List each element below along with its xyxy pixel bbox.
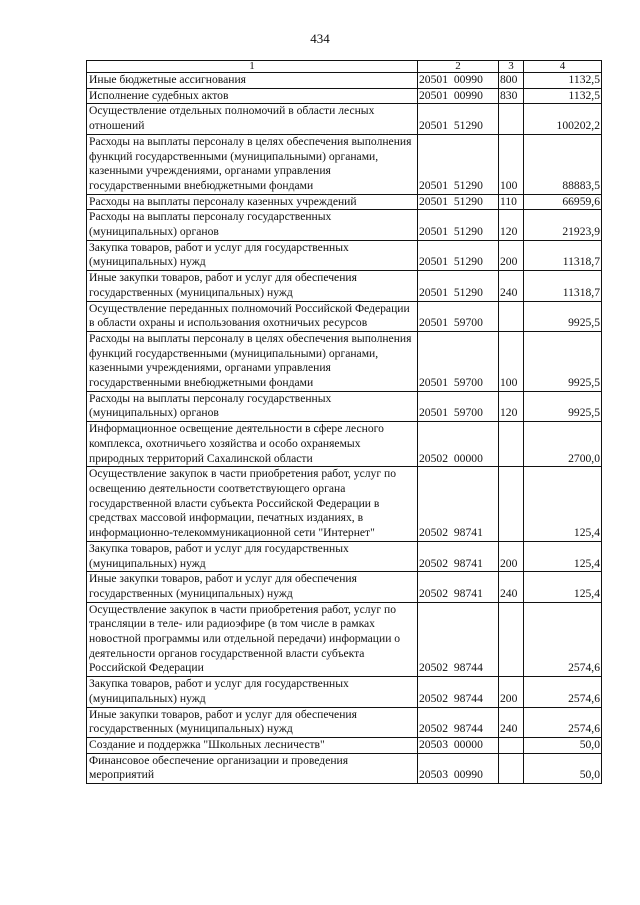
row-name-cell: Иные закупки товаров, работ и услуг для обеспечения государственных (муниципальных) нужд	[87, 271, 418, 301]
row-name-cell: Расходы на выплаты персоналу в целях обеспечения выполнения функций государственными (муниципальными) органами, казенными учреждениями, органами управления государственными внебюджетными фондами	[87, 331, 418, 391]
column-header-1: 1	[87, 61, 418, 73]
page-number: 434	[310, 31, 330, 46]
row-code-cell: 20501 59700	[418, 301, 499, 331]
row-code-cell: 20501 51290	[418, 240, 499, 270]
table-header-row	[87, 61, 602, 73]
row-name-cell: Осуществление отдельных полномочий в области лесных отношений	[87, 104, 418, 134]
row-name-cell: Иные закупки товаров, работ и услуг для обеспечения государственных (муниципальных) нужд	[87, 572, 418, 602]
row-vr-cell: 240	[499, 271, 524, 301]
row-amount-cell: 9925,5	[524, 301, 602, 331]
row-vr-cell	[499, 301, 524, 331]
table-row	[87, 240, 602, 270]
row-code-cell: 20502 98744	[418, 602, 499, 677]
row-vr-cell: 110	[499, 194, 524, 210]
table-row	[87, 331, 602, 391]
table-row	[87, 210, 602, 240]
row-code-cell: 20502 98744	[418, 707, 499, 737]
row-vr-cell: 830	[499, 88, 524, 104]
row-amount-cell: 125,4	[524, 572, 602, 602]
row-code-cell: 20502 00000	[418, 422, 499, 467]
row-vr-cell: 800	[499, 73, 524, 89]
table-row	[87, 391, 602, 421]
row-vr-cell: 120	[499, 210, 524, 240]
row-vr-cell: 120	[499, 391, 524, 421]
row-code-cell: 20501 51290	[418, 104, 499, 134]
row-name-cell: Иные бюджетные ассигнования	[87, 73, 418, 89]
column-header-3: 3	[499, 61, 524, 73]
table-row	[87, 271, 602, 301]
row-code-cell: 20503 00000	[418, 737, 499, 753]
row-name-cell: Осуществление переданных полномочий Российской Федерации в области охраны и использования охотничьих ресурсов	[87, 301, 418, 331]
row-amount-cell: 66959,6	[524, 194, 602, 210]
table-row	[87, 422, 602, 467]
table-row	[87, 104, 602, 134]
row-vr-cell: 240	[499, 572, 524, 602]
row-amount-cell: 11318,7	[524, 240, 602, 270]
row-name-cell: Расходы на выплаты персоналу в целях обеспечения выполнения функций государственными (муниципальными) органами, казенными учреждениями, органами управления государственными внебюджетными фондами	[87, 134, 418, 194]
row-name-cell: Закупка товаров, работ и услуг для государственных (муниципальных) нужд	[87, 240, 418, 270]
row-vr-cell	[499, 753, 524, 783]
table-row	[87, 737, 602, 753]
row-code-cell: 20501 59700	[418, 391, 499, 421]
table-row	[87, 88, 602, 104]
table-row	[87, 572, 602, 602]
table-row	[87, 602, 602, 677]
row-vr-cell	[499, 422, 524, 467]
row-amount-cell: 9925,5	[524, 331, 602, 391]
row-code-cell: 20503 00990	[418, 753, 499, 783]
row-code-cell: 20501 51290	[418, 194, 499, 210]
row-amount-cell: 2574,6	[524, 677, 602, 707]
row-code-cell: 20502 98741	[418, 572, 499, 602]
row-amount-cell: 2700,0	[524, 422, 602, 467]
row-name-cell: Расходы на выплаты персоналу казенных учреждений	[87, 194, 418, 210]
row-name-cell: Создание и поддержка "Школьных лесничеств"	[87, 737, 418, 753]
row-amount-cell: 88883,5	[524, 134, 602, 194]
table-row	[87, 707, 602, 737]
row-code-cell: 20501 59700	[418, 331, 499, 391]
row-code-cell: 20502 98741	[418, 467, 499, 542]
row-vr-cell: 200	[499, 541, 524, 571]
row-code-cell: 20501 00990	[418, 73, 499, 89]
row-name-cell: Иные закупки товаров, работ и услуг для обеспечения государственных (муниципальных) нужд	[87, 707, 418, 737]
budget-table	[86, 60, 602, 784]
row-code-cell: 20502 98744	[418, 677, 499, 707]
row-code-cell: 20501 00990	[418, 88, 499, 104]
row-amount-cell: 50,0	[524, 737, 602, 753]
row-vr-cell	[499, 737, 524, 753]
row-amount-cell: 50,0	[524, 753, 602, 783]
table-row	[87, 541, 602, 571]
row-name-cell: Осуществление закупок в части приобретения работ, услуг по трансляции в теле- или радиоэфире (в том числе в рамках новостной программы или отдельной передачи) информации о деятельности органов государственной власти субъекта Российской Федерации	[87, 602, 418, 677]
row-code-cell: 20501 51290	[418, 134, 499, 194]
row-amount-cell: 125,4	[524, 541, 602, 571]
column-header-4: 4	[524, 61, 602, 73]
row-vr-cell: 100	[499, 331, 524, 391]
row-vr-cell: 100	[499, 134, 524, 194]
table-row	[87, 677, 602, 707]
row-amount-cell: 100202,2	[524, 104, 602, 134]
row-name-cell: Расходы на выплаты персоналу государственных (муниципальных) органов	[87, 210, 418, 240]
row-amount-cell: 9925,5	[524, 391, 602, 421]
row-vr-cell: 200	[499, 240, 524, 270]
table-row	[87, 467, 602, 542]
table-row	[87, 753, 602, 783]
table-row	[87, 73, 602, 89]
row-name-cell: Информационное освещение деятельности в сфере лесного комплекса, охотничьего хозяйства и особо охраняемых природных территорий Сахалинской области	[87, 422, 418, 467]
row-name-cell: Осуществление закупок в части приобретения работ, услуг по освещению деятельности соответствующего органа государственной власти субъекта Российской Федерации в средствах массовой информации, печатных изданиях, в информационно-телекоммуникационной сети "Интернет"	[87, 467, 418, 542]
row-amount-cell: 2574,6	[524, 602, 602, 677]
table-row	[87, 301, 602, 331]
row-name-cell: Расходы на выплаты персоналу государственных (муниципальных) органов	[87, 391, 418, 421]
row-vr-cell: 240	[499, 707, 524, 737]
table-row	[87, 194, 602, 210]
row-amount-cell: 21923,9	[524, 210, 602, 240]
row-vr-cell	[499, 104, 524, 134]
row-code-cell: 20502 98741	[418, 541, 499, 571]
row-name-cell: Исполнение судебных актов	[87, 88, 418, 104]
table-row	[87, 134, 602, 194]
row-vr-cell	[499, 467, 524, 542]
row-amount-cell: 11318,7	[524, 271, 602, 301]
row-name-cell: Закупка товаров, работ и услуг для государственных (муниципальных) нужд	[87, 677, 418, 707]
row-vr-cell: 200	[499, 677, 524, 707]
row-amount-cell: 125,4	[524, 467, 602, 542]
row-vr-cell	[499, 602, 524, 677]
row-code-cell: 20501 51290	[418, 271, 499, 301]
row-amount-cell: 1132,5	[524, 88, 602, 104]
row-amount-cell: 1132,5	[524, 73, 602, 89]
row-code-cell: 20501 51290	[418, 210, 499, 240]
row-name-cell: Финансовое обеспечение организации и проведения мероприятий	[87, 753, 418, 783]
column-header-2: 2	[418, 61, 499, 73]
row-amount-cell: 2574,6	[524, 707, 602, 737]
row-name-cell: Закупка товаров, работ и услуг для государственных (муниципальных) нужд	[87, 541, 418, 571]
